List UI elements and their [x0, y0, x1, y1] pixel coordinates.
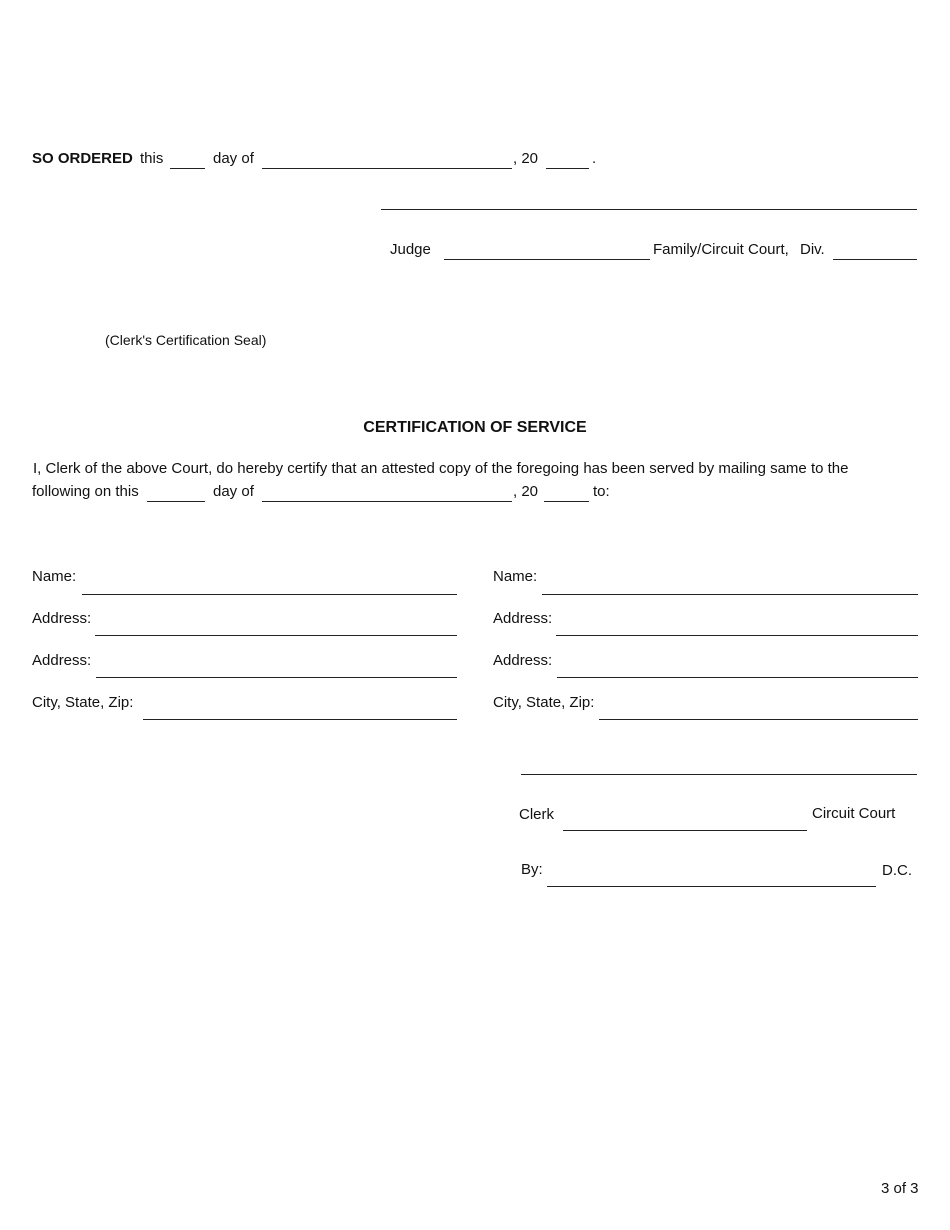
right-address1-field[interactable]	[556, 635, 918, 636]
service-year-field[interactable]	[544, 501, 589, 502]
so-ordered-label: SO ORDERED	[32, 150, 133, 167]
clerk-seal-label: (Clerk's Certification Seal)	[105, 332, 267, 348]
page-number: 3 of 3	[881, 1180, 919, 1197]
left-address1-field[interactable]	[95, 635, 457, 636]
judge-name-field[interactable]	[444, 259, 650, 260]
dc-label: D.C.	[882, 862, 912, 879]
by-label: By:	[521, 861, 543, 878]
this-label: this	[140, 150, 164, 167]
service-year-prefix: , 20	[513, 483, 539, 500]
service-day-field[interactable]	[147, 501, 205, 502]
day-of-label: day of	[213, 150, 254, 167]
certification-text: I, Clerk of the above Court, do hereby certify that an attested copy of the foregoing has been served by mailing same to the	[33, 460, 849, 477]
left-address2-field[interactable]	[96, 677, 457, 678]
right-address1-label: Address:	[493, 610, 553, 627]
certification-title: CERTIFICATION OF SERVICE	[363, 419, 587, 436]
order-day-field[interactable]	[170, 168, 205, 169]
circuit-court-label: Circuit Court	[812, 805, 896, 822]
div-label: Div.	[800, 241, 825, 258]
left-name-field[interactable]	[82, 594, 457, 595]
left-name-label: Name:	[32, 568, 77, 585]
clerk-signature-line[interactable]	[521, 774, 917, 775]
right-name-field[interactable]	[542, 594, 918, 595]
right-address2-field[interactable]	[557, 677, 918, 678]
year-prefix-label: , 20	[513, 150, 539, 167]
court-label: Family/Circuit Court,	[653, 241, 789, 258]
to-label: to:	[593, 483, 610, 500]
clerk-label: Clerk	[519, 806, 555, 823]
deputy-clerk-field[interactable]	[547, 886, 876, 887]
left-address1-label: Address:	[32, 610, 92, 627]
left-address2-label: Address:	[32, 652, 92, 669]
right-name-label: Name:	[493, 568, 538, 585]
order-year-field[interactable]	[546, 168, 589, 169]
left-city-field[interactable]	[143, 719, 457, 720]
period-label: .	[592, 150, 597, 167]
right-address2-label: Address:	[493, 652, 553, 669]
clerk-name-field[interactable]	[563, 830, 807, 831]
left-city-label: City, State, Zip:	[32, 694, 134, 711]
order-month-field[interactable]	[262, 168, 512, 169]
division-field[interactable]	[833, 259, 917, 260]
right-city-field[interactable]	[599, 719, 918, 720]
judge-signature-line[interactable]	[381, 209, 917, 210]
right-city-label: City, State, Zip:	[493, 694, 595, 711]
service-month-field[interactable]	[262, 501, 512, 502]
service-day-of-label: day of	[213, 483, 254, 500]
following-label: following on this	[32, 483, 139, 500]
judge-label: Judge	[390, 241, 431, 258]
